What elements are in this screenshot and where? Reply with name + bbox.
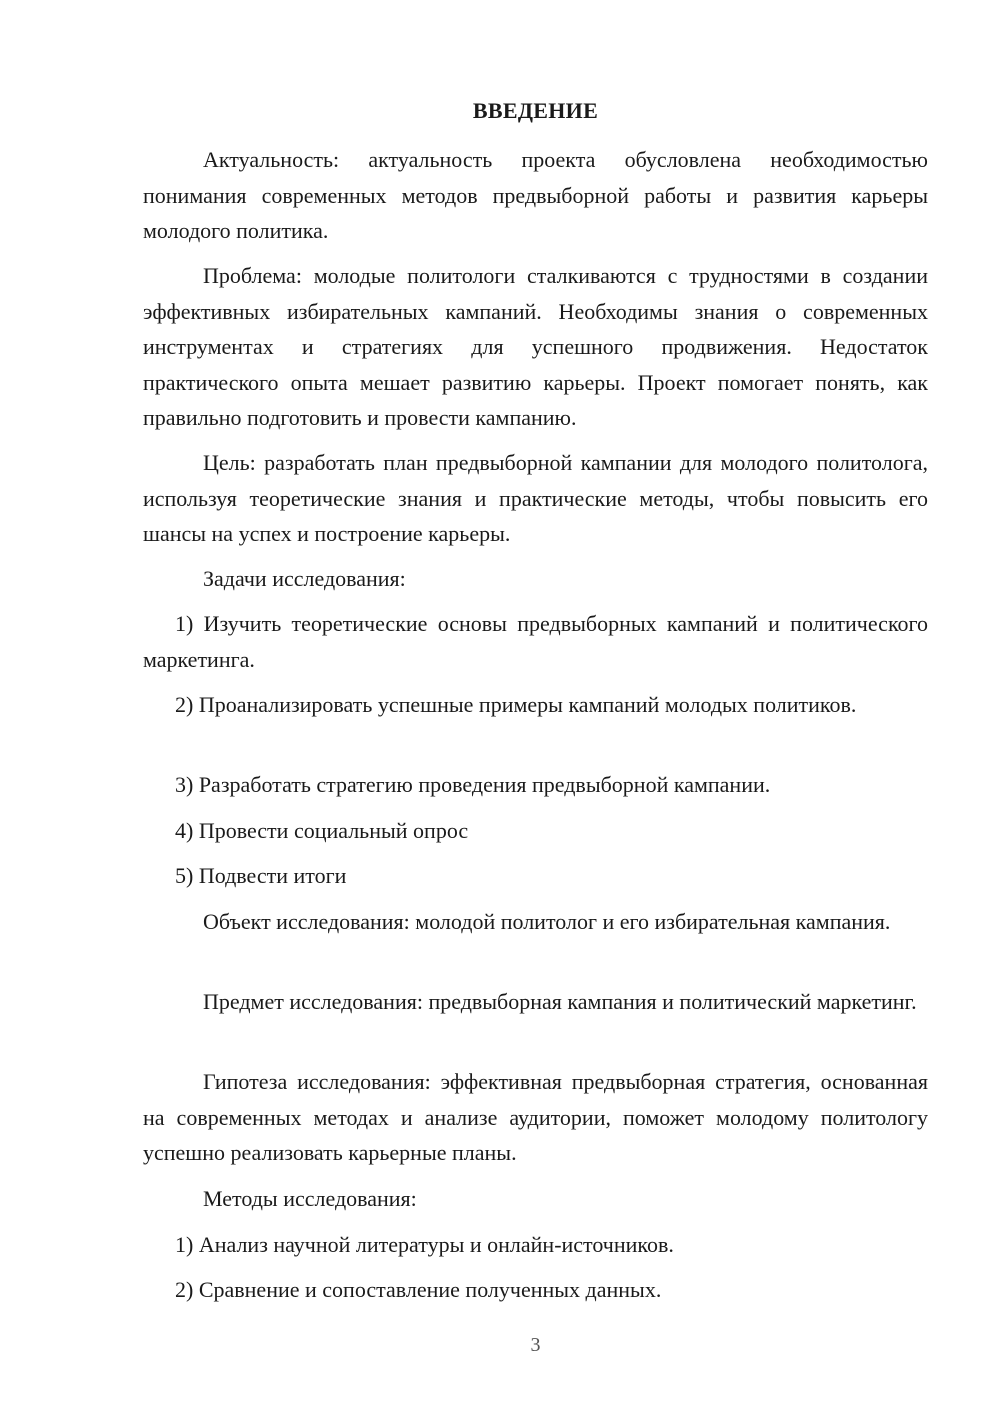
page-number: 3 [530,1334,541,1356]
methods-heading: Методы исследования: [203,1186,417,1211]
document-page [143,0,928,1414]
object-paragraph: Объект исследования: молодой политолог и его избирательная кампания. [203,909,891,934]
method-item-1: 1) Анализ научной литературы и онлайн-источников. [175,1232,674,1257]
hypothesis-paragraph: Гипотеза исследования: эффективная предвыборная стратегия, основанная на современных методах и анализе аудитории, поможет молодому политологу успешно реализовать карьерные планы. [143,1069,928,1165]
tasks-heading: Задачи исследования: [203,566,406,591]
task-item-2: 2) Проанализировать успешные примеры кампаний молодых политиков. [175,692,857,717]
page-title: ВВЕДЕНИЕ [472,98,599,123]
method-item-2: 2) Сравнение и сопоставление полученных данных. [175,1277,662,1302]
problem-paragraph: Проблема: молодые политологи сталкиваются с трудностями в создании эффективных избирательных кампаний. Необходимы знания о современных инструментах и стратегиях для успешного продвижения. Недостаток практического опыта мешает развитию карьеры. Проект помогает понять, как правильно подготовить и провести кампанию. [143,263,928,430]
task-item-4: 4) Провести социальный опрос [175,818,469,843]
goal-paragraph: Цель: разработать план предвыборной кампании для молодого политолога, используя теоретические знания и практические методы, чтобы повысить его шансы на успех и построение карьеры. [143,450,928,546]
task-item-5: 5) Подвести итоги [175,863,347,888]
subject-paragraph: Предмет исследования: предвыборная кампания и политический маркетинг. [203,989,917,1014]
relevance-paragraph: Актуальность: актуальность проекта обусловлена необходимостью понимания современных методов предвыборной работы и развития карьеры молодого политика. [143,147,928,243]
task-item-1: 1) Изучить теоретические основы предвыборных кампаний и политического маркетинга. [143,611,928,672]
task-item-3: 3) Разработать стратегию проведения предвыборной кампании. [175,772,771,797]
